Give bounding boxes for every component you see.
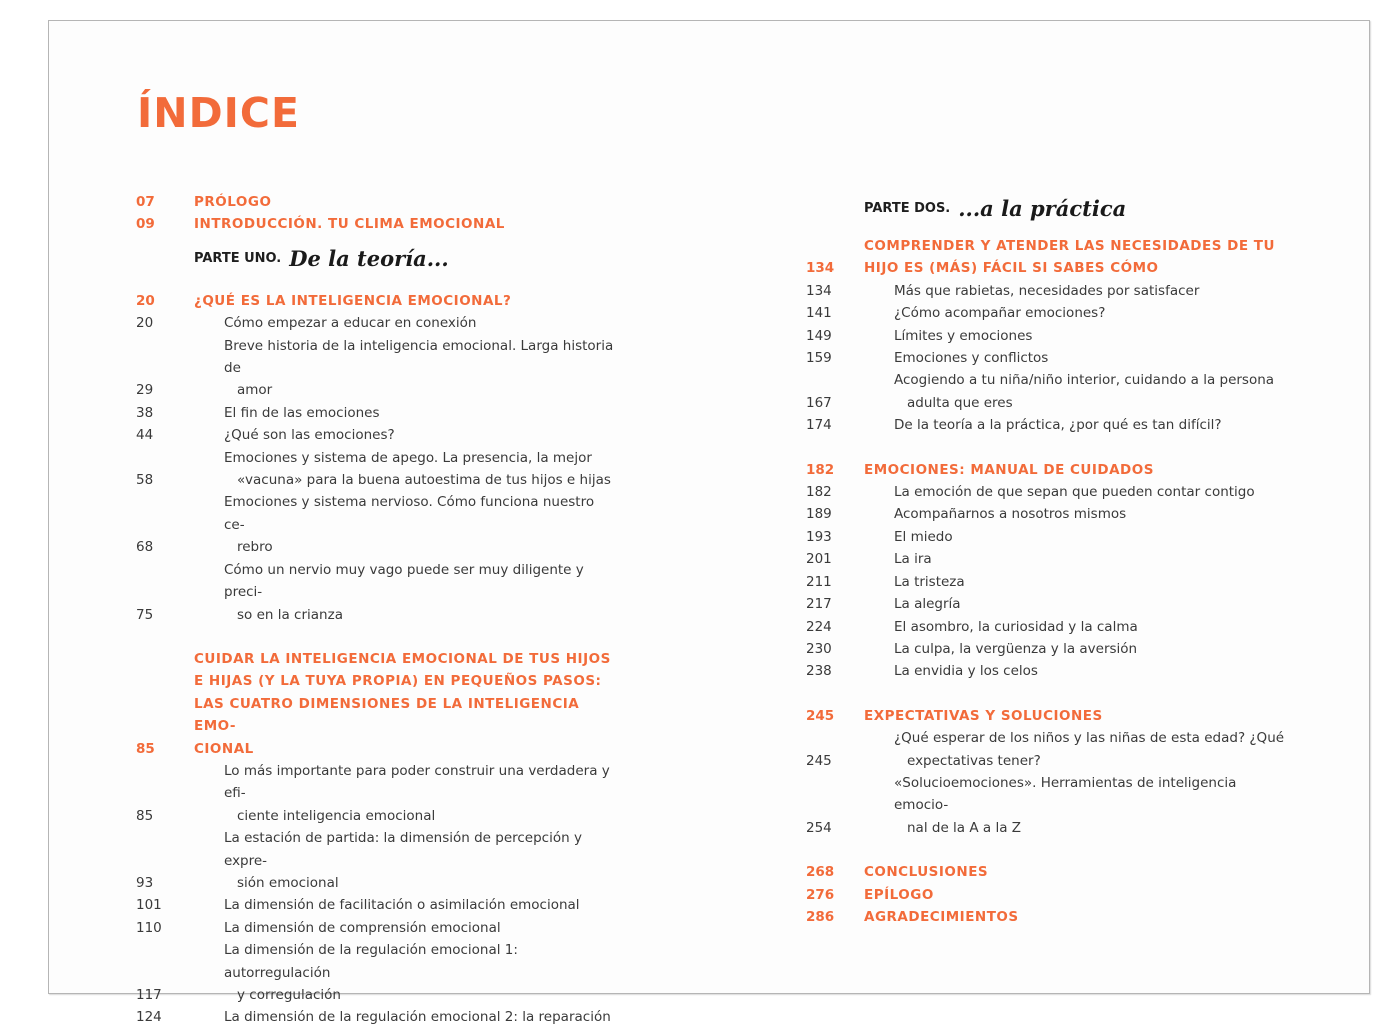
entry-title	[894, 526, 1286, 548]
toc-subsection-entry[interactable]	[806, 660, 1286, 682]
toc-subsection-entry[interactable]	[136, 827, 616, 894]
entry-title-line: El asombro, la curiosidad y la calma	[894, 618, 1138, 635]
entry-title-line: De la teoría a la práctica, ¿por qué es tan difícil?	[894, 417, 1222, 434]
entry-title	[224, 760, 616, 827]
entry-title-line: Acogiendo a tu niña/niño interior, cuidando a la persona	[894, 372, 1275, 389]
entry-title	[224, 335, 616, 402]
entry-title	[894, 280, 1286, 302]
page-number: 85	[136, 807, 154, 824]
entry-title	[894, 325, 1286, 347]
part-one-heading	[194, 236, 616, 282]
entry-title	[224, 827, 616, 894]
entry-title	[224, 447, 616, 492]
entry-title-line: EMOCIONES: MANUAL DE CUIDADOS	[864, 461, 1154, 478]
toc-subsection-entry[interactable]	[136, 312, 616, 334]
toc-left-column	[136, 191, 616, 1029]
entry-title	[894, 571, 1286, 593]
toc-subsection-entry[interactable]	[136, 760, 616, 827]
part-script-title: De la teoría...	[289, 246, 449, 272]
toc-right-column	[806, 191, 1286, 928]
entry-title-line: La envidia y los celos	[894, 663, 1038, 680]
toc-subsection-entry[interactable]	[806, 503, 1286, 525]
page-number: 117	[136, 987, 162, 1003]
entry-title-line: adulta que eres	[907, 394, 1013, 411]
entry-title	[194, 290, 616, 312]
entry-title	[894, 772, 1286, 839]
page-number: 124	[136, 1009, 162, 1026]
toc-subsection-entry[interactable]	[136, 894, 616, 916]
entry-title-line: CUIDAR LA INTELIGENCIA EMOCIONAL DE TUS HIJOS	[194, 650, 611, 667]
page-number: 134	[806, 260, 835, 277]
toc-subsection-entry[interactable]	[806, 481, 1286, 503]
entry-title	[224, 312, 616, 334]
entry-title-line: El miedo	[894, 528, 953, 545]
entry-title	[864, 705, 1286, 727]
toc-chapter-entry[interactable]	[136, 648, 616, 760]
toc-subsection-entry[interactable]	[806, 727, 1286, 772]
page-number: 20	[136, 315, 154, 332]
entry-title-line: amor	[237, 382, 273, 399]
page-number: 254	[806, 819, 832, 836]
entry-title-line: La dimensión de facilitación o asimilación emocional	[224, 897, 580, 914]
toc-chapter-entry[interactable]	[136, 191, 616, 213]
entry-title	[194, 213, 616, 235]
entry-title-line: CIONAL	[194, 740, 254, 757]
toc-chapter-entry[interactable]	[806, 459, 1286, 481]
entry-title	[894, 593, 1286, 615]
front-matter	[136, 191, 616, 236]
entry-title-line: Emociones y conflictos	[894, 350, 1049, 367]
entry-title-line: ¿QUÉ ES LA INTELIGENCIA EMOCIONAL?	[194, 292, 512, 309]
page-number: 38	[136, 404, 154, 421]
chapter-section	[806, 705, 1286, 839]
page-number: 193	[806, 528, 832, 545]
entry-title	[864, 459, 1286, 481]
entry-title-line: La ira	[894, 551, 932, 568]
page-number: 149	[806, 327, 832, 344]
entry-title	[894, 727, 1286, 772]
entry-title	[224, 1006, 616, 1028]
entry-title	[224, 917, 616, 939]
toc-subsection-entry[interactable]	[806, 302, 1286, 324]
page-number: 75	[136, 606, 154, 623]
toc-chapter-entry[interactable]	[806, 235, 1286, 280]
page-number: 101	[136, 897, 162, 914]
entry-title-line: nal de la A a la Z	[907, 819, 1022, 836]
page-number: 93	[136, 874, 154, 891]
entry-title-line: ¿Cómo acompañar emociones?	[894, 305, 1106, 322]
page-number: 20	[136, 292, 155, 309]
entry-title	[894, 347, 1286, 369]
toc-chapter-entry[interactable]	[806, 884, 1286, 906]
entry-title-line: y corregulación	[237, 987, 341, 1003]
page-number: 68	[136, 539, 154, 556]
entry-title-line: AGRADECIMIENTOS	[864, 908, 1019, 925]
entry-title	[224, 402, 616, 424]
toc-subsection-entry[interactable]	[806, 571, 1286, 593]
page-number: 182	[806, 461, 835, 478]
entry-title-line: La emoción de que sepan que pueden contar contigo	[894, 484, 1255, 501]
entry-title-line: CONCLUSIONES	[864, 864, 989, 881]
entry-title-line: sión emocional	[237, 874, 339, 891]
page-number: 167	[806, 394, 832, 411]
entry-title-line: Emociones y sistema de apego. La presencia, la mejor	[224, 449, 592, 466]
entry-title-line: El fin de las emociones	[224, 404, 380, 421]
page-number: 230	[806, 640, 832, 657]
toc-subsection-entry[interactable]	[136, 559, 616, 626]
entry-title-line: EXPECTATIVAS Y SOLUCIONES	[864, 707, 1103, 724]
entry-title-line: Cómo un nervio muy vago puede ser muy diligente y preci-	[224, 561, 584, 601]
page-number: 44	[136, 427, 154, 444]
chapter-section	[806, 235, 1286, 437]
entry-title-line: PRÓLOGO	[194, 194, 272, 210]
page-number: 245	[806, 707, 835, 724]
entry-title	[224, 894, 616, 916]
entry-title	[224, 559, 616, 626]
toc-subsection-entry[interactable]	[136, 917, 616, 939]
entry-title-line: La dimensión de la regulación emocional 2: la reparación	[224, 1009, 611, 1026]
toc-subsection-entry[interactable]	[136, 447, 616, 492]
entry-title-line: La dimensión de comprensión emocional	[224, 919, 501, 936]
toc-chapter-entry[interactable]	[136, 290, 616, 312]
page-number: 09	[136, 216, 155, 233]
entry-title	[864, 861, 1286, 883]
entry-title-line: Límites y emociones	[894, 327, 1033, 344]
toc-subsection-entry[interactable]	[136, 939, 616, 1006]
entry-title-line: COMPRENDER Y ATENDER LAS NECESIDADES DE TU	[864, 238, 1275, 254]
toc-chapter-entry[interactable]	[806, 906, 1286, 928]
entry-title	[894, 660, 1286, 682]
page-number: 174	[806, 417, 832, 434]
entry-title-line: E HIJAS (Y LA TUYA PROPIA) EN PEQUEÑOS PASOS:	[194, 673, 602, 690]
page-number: 58	[136, 472, 154, 489]
toc-subsection-entry[interactable]	[136, 335, 616, 402]
part-script-title: ...a la práctica	[958, 195, 1127, 221]
toc-subsection-entry[interactable]	[806, 369, 1286, 414]
page-number: 141	[806, 305, 832, 322]
toc-subsection-entry[interactable]	[136, 491, 616, 558]
page-number: 182	[806, 484, 832, 501]
page-number: 276	[806, 886, 835, 903]
entry-title-line: ¿Qué esperar de los niños y las niñas de esta edad? ¿Qué	[894, 730, 1285, 747]
toc-subsection-entry[interactable]	[806, 414, 1286, 436]
page-number: 189	[806, 506, 832, 523]
page-number: 29	[136, 382, 154, 399]
toc-subsection-entry[interactable]	[806, 526, 1286, 548]
page-number: 211	[806, 573, 832, 590]
toc-subsection-entry[interactable]	[806, 638, 1286, 660]
entry-title-line: Breve historia de la inteligencia emocional. Larga historia de	[224, 337, 614, 377]
entry-title	[194, 648, 616, 760]
entry-title	[224, 424, 616, 446]
entry-title	[894, 616, 1286, 638]
page-number: 245	[806, 752, 832, 769]
entry-title-line: «Solucioemociones». Herramientas de inteligencia emocio-	[894, 774, 1237, 814]
entry-title-line: expectativas tener?	[907, 752, 1041, 769]
toc-subsection-entry[interactable]	[806, 772, 1286, 839]
toc-chapter-entry[interactable]	[136, 213, 616, 235]
toc-subsection-entry[interactable]	[136, 402, 616, 424]
entry-title-line: Acompañarnos a nosotros mismos	[894, 506, 1127, 523]
entry-title-line: La dimensión de la regulación emocional 1: autorregulación	[224, 942, 518, 981]
part-label: PARTE DOS.	[864, 200, 951, 216]
entry-title-line: Emociones y sistema nervioso. Cómo funciona nuestro ce-	[224, 494, 595, 533]
page-number: 110	[136, 919, 162, 936]
page-number: 159	[806, 350, 832, 367]
entry-title-line: «vacuna» para la buena autoestima de tus hijos e hijas	[237, 472, 611, 489]
entry-title	[864, 235, 1286, 280]
toc-subsection-entry[interactable]	[806, 280, 1286, 302]
page-number: 286	[806, 908, 835, 925]
toc-subsection-entry[interactable]	[806, 347, 1286, 369]
page-number: 134	[806, 282, 832, 299]
entry-title-line: ¿Qué son las emociones?	[224, 427, 395, 444]
chapter-section	[136, 648, 616, 1029]
page-number: 85	[136, 740, 155, 757]
page-number: 217	[806, 596, 832, 613]
page-title: ÍNDICE	[137, 89, 300, 137]
toc-subsection-entry[interactable]	[136, 1006, 616, 1028]
page-number: 201	[806, 551, 832, 568]
entry-title	[224, 491, 616, 558]
entry-title	[894, 481, 1286, 503]
entry-title-line: Lo más importante para poder construir una verdadera y efi-	[224, 762, 610, 802]
page-number: 07	[136, 194, 155, 210]
entry-title	[894, 302, 1286, 324]
entry-title	[894, 414, 1286, 436]
page-number: 268	[806, 864, 835, 881]
entry-title	[894, 369, 1286, 414]
entry-title	[894, 503, 1286, 525]
toc-chapter-entry[interactable]	[806, 705, 1286, 727]
part-two-heading	[864, 191, 1286, 225]
back-matter	[806, 861, 1286, 928]
entry-title	[224, 939, 616, 1006]
entry-title	[864, 906, 1286, 928]
page-number: 238	[806, 663, 832, 680]
entry-title-line: EPÍLOGO	[864, 886, 934, 903]
chapter-section	[136, 290, 616, 626]
entry-title-line: Cómo empezar a educar en conexión	[224, 315, 477, 332]
entry-title-line: La culpa, la vergüenza y la aversión	[894, 640, 1138, 657]
entry-title-line: ciente inteligencia emocional	[237, 807, 436, 824]
toc-subsection-entry[interactable]	[806, 616, 1286, 638]
entry-title-line: La alegría	[894, 596, 961, 613]
entry-title	[894, 548, 1286, 570]
entry-title-line: La tristeza	[894, 573, 965, 590]
toc-subsection-entry[interactable]	[136, 424, 616, 446]
part-label: PARTE UNO.	[194, 251, 282, 267]
toc-subsection-entry[interactable]	[806, 548, 1286, 570]
entry-title	[894, 638, 1286, 660]
entry-title-line: rebro	[237, 539, 273, 556]
entry-title-line: LAS CUATRO DIMENSIONES DE LA INTELIGENCIA EMO-	[194, 695, 580, 735]
entry-title-line: so en la crianza	[237, 606, 343, 623]
entry-title-line: INTRODUCCIÓN. TU CLIMA EMOCIONAL	[194, 216, 505, 233]
entry-title-line: La estación de partida: la dimensión de percepción y expre-	[224, 830, 582, 869]
chapter-section	[806, 459, 1286, 683]
toc-subsection-entry[interactable]	[806, 593, 1286, 615]
entry-title-line: Más que rabietas, necesidades por satisfacer	[894, 282, 1200, 299]
toc-subsection-entry[interactable]	[806, 325, 1286, 347]
entry-title	[864, 884, 1286, 906]
toc-chapter-entry[interactable]	[806, 861, 1286, 883]
entry-title-line: HIJO ES (MÁS) FÁCIL SI SABES CÓMO	[864, 260, 1159, 277]
page-number: 224	[806, 618, 832, 635]
entry-title	[194, 191, 616, 213]
